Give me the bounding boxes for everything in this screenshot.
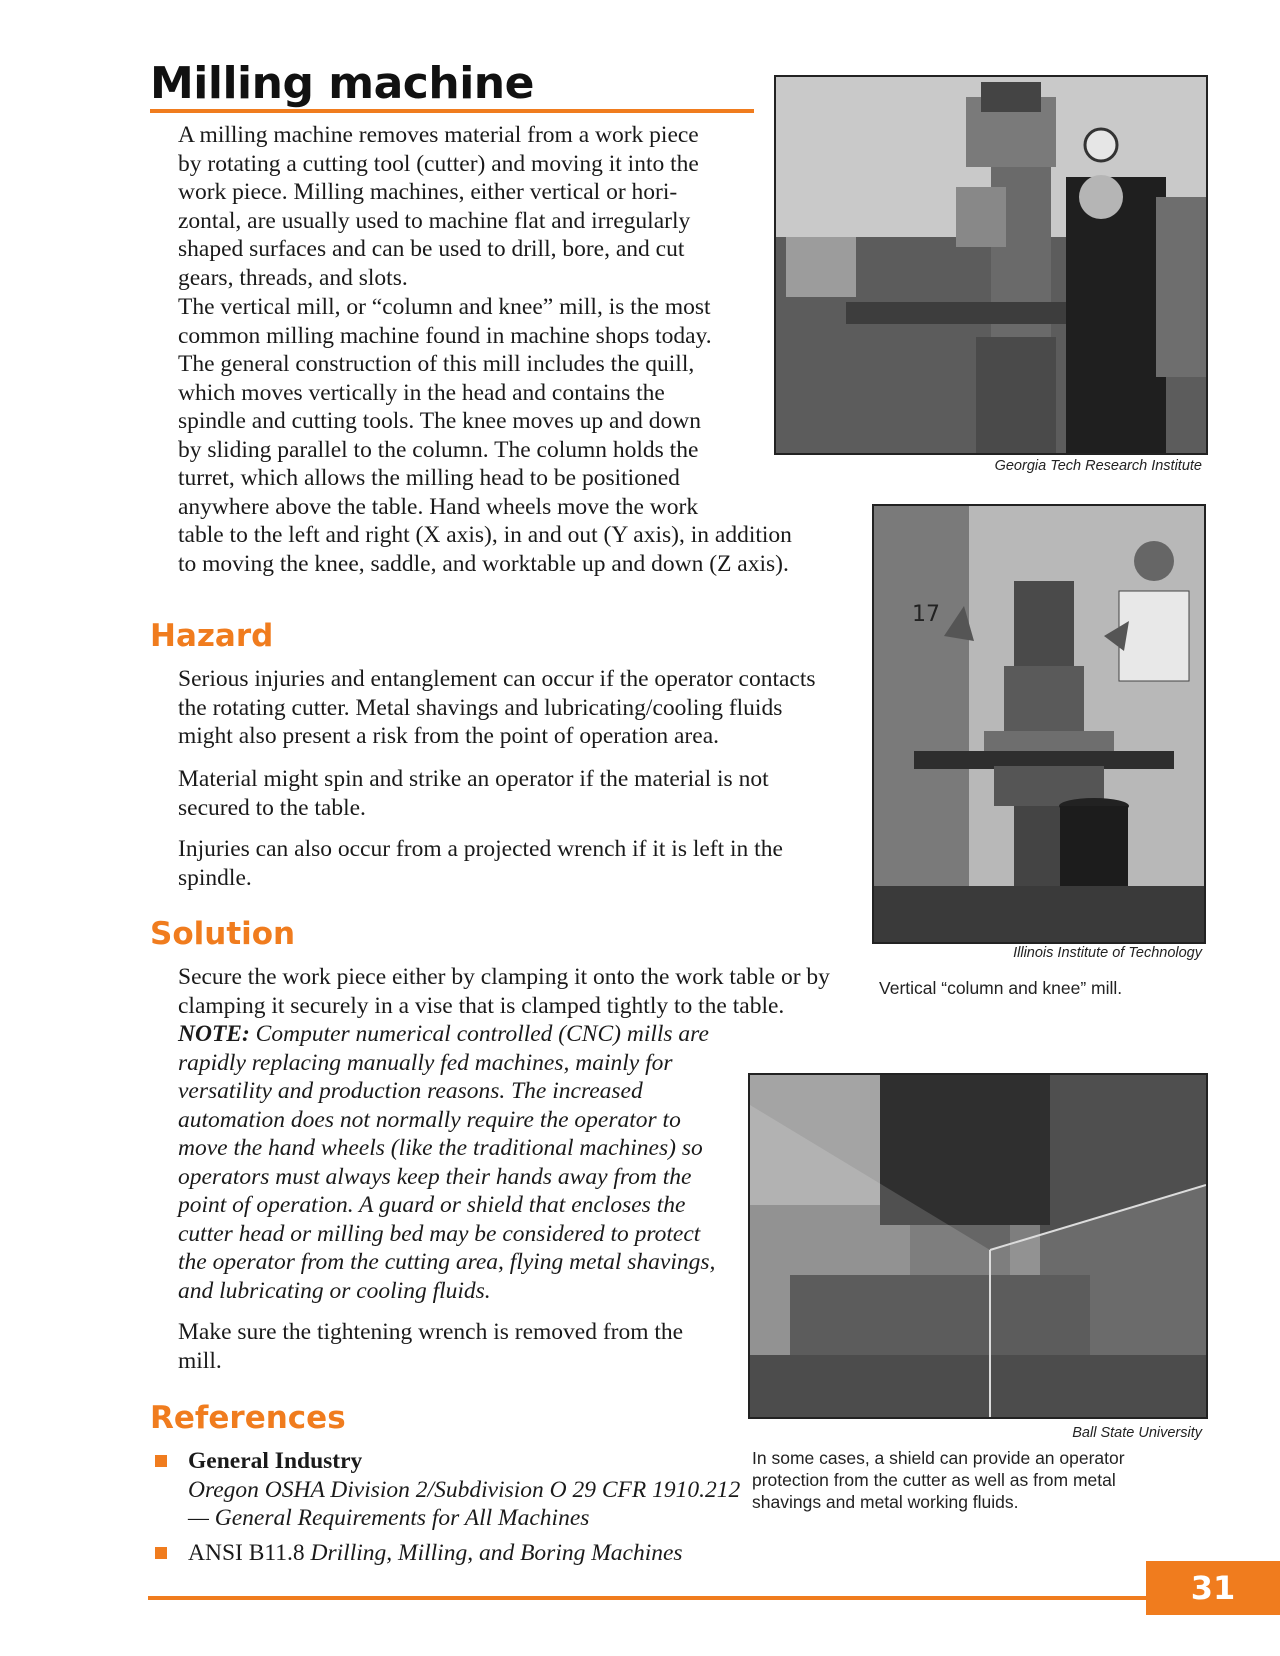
caption-cnc-shield: In some cases, a shield can provide an operator protection from the cutter as well as from metal shavings and metal working fluids. — [752, 1448, 1125, 1512]
page-number: 31 — [1190, 1569, 1236, 1607]
page-title: Milling machine — [150, 58, 534, 109]
solution-paragraph-1: Secure the work piece either by clamping it onto the work table or by clamping it securely in a vise that is clamped tightly to the table. — [178, 964, 830, 1019]
bullet-square-icon — [155, 1455, 167, 1467]
svg-text:17: 17 — [912, 602, 940, 627]
intro-paragraph-2-block — [178, 293, 810, 578]
hazard-heading: Hazard — [150, 618, 274, 654]
footer-rule — [148, 1596, 1148, 1600]
hazard-paragraph-2: Material might spin and strike an operator if the material is not secured to the table. — [178, 766, 769, 821]
solution-heading: Solution — [150, 916, 296, 952]
photo-credit-illinois-tech: Illinois Institute of Technology — [1013, 945, 1202, 961]
caption-vertical-mill: Vertical “column and knee” mill. — [879, 978, 1123, 998]
photo-cnc-shield-image — [750, 1075, 1206, 1417]
photo-credit-ball-state: Ball State University — [1072, 1425, 1202, 1441]
reference-item — [150, 1539, 750, 1568]
hazard-paragraph-1: Serious injuries and entanglement can occur if the operator contacts the rotating cutter. Metal shavings and lubricating/cooling fluids might also present a risk from the point of operation area. — [178, 666, 816, 749]
page-number-box — [1146, 1561, 1280, 1615]
references-list — [150, 1447, 750, 1573]
reference-standard: ANSI B11.8 — [188, 1539, 311, 1566]
reference-citation: Oregon OSHA Division 2/Subdivision O 29 CFR 1910.212 — General Requirements for All Machines — [188, 1476, 741, 1531]
reference-citation: Drilling, Milling, and Boring Machines — [310, 1539, 683, 1566]
photo-vertical-mill-image — [874, 506, 1204, 942]
note-text: Computer numerical controlled (CNC) mills are rapidly replacing manually fed machines, mainly for versatility and production reasons. The increased automation does not normally require the operator to move the hand wheels (like the traditional machines) so operators must always keep their hands away from the point of operation. A guard or shield that encloses the cutter head or milling bed may be considered to protect the operator from the cutting area, flying metal shavings, and lubricating or cooling fluids. — [178, 1021, 716, 1304]
intro-paragraph-1: A milling machine removes material from a work piece by rotating a cutting tool (cutter) and moving it into the work piece. Milling machines, either vertical or horizontal, are usually used to machine flat and irregularly shaped surfaces and can be used to drill, bore, and cut gears, threads, and slots. — [178, 122, 699, 291]
photo-credit-georgia-tech: Georgia Tech Research Institute — [994, 458, 1202, 474]
reference-item — [150, 1447, 750, 1533]
references-heading: References — [150, 1400, 346, 1436]
title-underline — [150, 109, 754, 113]
hazard-paragraph-3: Injuries can also occur from a projected wrench if it is left in the spindle. — [178, 836, 783, 891]
solution-paragraph-2: Make sure the tightening wrench is removed from the mill. — [178, 1319, 684, 1374]
reference-title: General Industry — [188, 1448, 363, 1474]
photo-vertical-mill — [872, 504, 1206, 944]
photo-cnc-shield — [748, 1073, 1208, 1419]
photo-operator-at-mill — [774, 75, 1208, 455]
note-label: NOTE: — [178, 1021, 250, 1047]
intro-paragraph-2: The vertical mill, or “column and knee” mill, is the most common milling machine found in machine shops today. The general construction of this mill includes the quill, which moves vertically in the head and contains the spindle and cutting tools. The knee moves up and down by sliding parallel to the column. The column holds the turret, which allows the milling head to be positioned anywhere above the table. Hand wheels move the work table to the left and right (X axis), in and out (Y axis), in addition to moving the knee, saddle, and worktable up and down (Z axis). — [178, 294, 792, 577]
photo-operator-at-mill-image — [776, 77, 1206, 453]
bullet-square-icon — [155, 1547, 167, 1559]
solution-note — [178, 1020, 726, 1305]
